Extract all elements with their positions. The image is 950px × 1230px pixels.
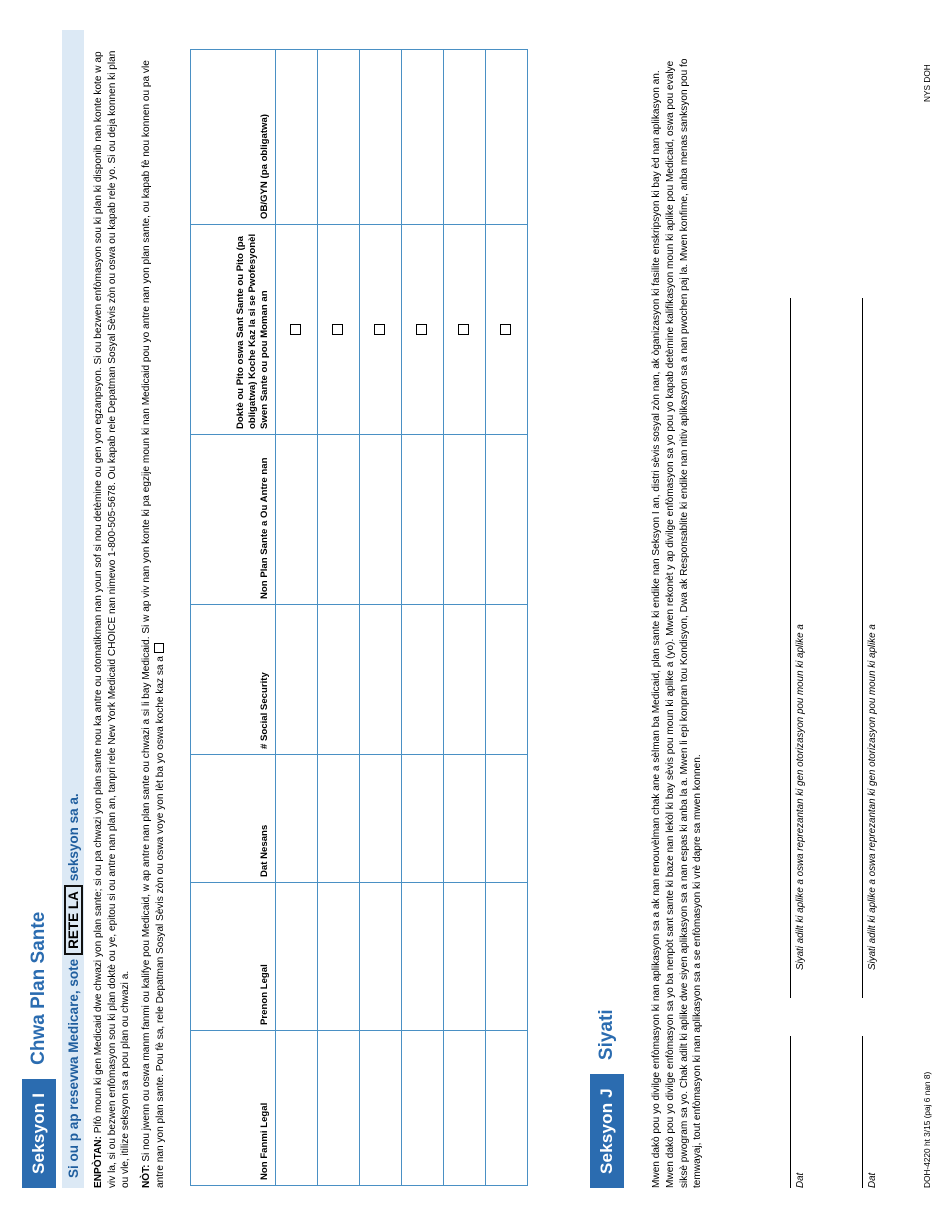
signature-caption-2: Siyati adilt ki aplike a oswa reprezantan ki gen otorizasyon pou moun ki aplike a: [867, 624, 878, 970]
table-row[interactable]: [276, 50, 318, 1186]
cell-health-plan-name[interactable]: [360, 435, 402, 605]
date-line-1[interactable]: [790, 1036, 791, 1188]
col-last-name: Non Fanmi Legal: [191, 1031, 276, 1186]
current-provider-checkbox[interactable]: [500, 324, 511, 335]
cell-obgyn[interactable]: [360, 50, 402, 225]
current-provider-checkbox[interactable]: [290, 324, 301, 335]
cell-health-plan-name[interactable]: [276, 435, 318, 605]
form-code: DOH-4220 ht 3/15 (paj 6 nan 8): [922, 1071, 932, 1188]
cell-preferred-doctor[interactable]: [360, 225, 402, 435]
section-j-paragraph: Mwen dakò pou yo divilge enfòmasyon ki nan aplikasyon sa a ak nan renouvèlman chak ane a sèlman ba Medicaid, plan sante ki endike nan Seksyon I an, distri sèvis sosyal zòn nan, ak òganizasyon ki fasilite enskripsyon ki bay èd nan aplikasyon an. Mwen dakò pou yo divilge enfòmasyon sa yo ba nenpòt sant sante ki baze nan lekòl ki bay sèvis pou moun ki aplike a (yo). Mwen rekonèt y ap divilge enfòmasyon sa yo pou yo kapab detèmine kalifikasyon moun ki aplike pou Medicaid, oswa pou evalye siksè pwogram sa yo. Chak adilt ki aplike dwe siyen aplikasyon sa a nan espas ki anba la a. Mwen li epi konpran tou Kondisyon, Dwa ak Responsablite ki endike nan nitiv aplikasyon sa a nan pwochen paj la. Mwen konfime, anba menas sanksyon pou fo temwayaj, tout enfòmasyon ki nan aplikasyon sa a se enfòmasyon ki vrè dapre sa mwen konnen.: [651, 58, 704, 1188]
cell-birth-date[interactable]: [402, 755, 444, 883]
section-i-paragraph-1-label: ENPÒTAN:: [93, 1136, 104, 1188]
section-i-subbar-suffix: seksyon sa a.: [65, 793, 81, 882]
section-i-number: Seksyon I: [22, 1079, 56, 1188]
cell-birth-date[interactable]: [486, 755, 528, 883]
table-row[interactable]: [402, 50, 444, 1186]
current-provider-checkbox[interactable]: [416, 324, 427, 335]
agency-name: NYS DOH: [922, 64, 932, 102]
section-i-subbar-prefix: Si ou p ap resevwa Medicare, sote: [65, 958, 81, 1178]
cell-first-name[interactable]: [402, 883, 444, 1031]
cell-social-security[interactable]: [318, 605, 360, 755]
current-provider-checkbox[interactable]: [458, 324, 469, 335]
cell-health-plan-name[interactable]: [318, 435, 360, 605]
cell-birth-date[interactable]: [360, 755, 402, 883]
signature-line-1[interactable]: [790, 298, 791, 998]
section-i-subbar-boxed: RETE LA: [64, 885, 83, 955]
cell-first-name[interactable]: [276, 883, 318, 1031]
section-j-title: Siyati: [590, 995, 624, 1074]
cell-preferred-doctor[interactable]: [318, 225, 360, 435]
section-j-number: Seksyon J: [590, 1074, 624, 1188]
table-header-row: [191, 50, 276, 1186]
cell-birth-date[interactable]: [276, 755, 318, 883]
cell-obgyn[interactable]: [318, 50, 360, 225]
cell-first-name[interactable]: [444, 883, 486, 1031]
cell-last-name[interactable]: [276, 1031, 318, 1186]
cell-health-plan-name[interactable]: [486, 435, 528, 605]
cell-birth-date[interactable]: [444, 755, 486, 883]
cell-last-name[interactable]: [360, 1031, 402, 1186]
col-social-security: # Social Security: [191, 605, 276, 755]
cell-social-security[interactable]: [360, 605, 402, 755]
cell-preferred-doctor[interactable]: [402, 225, 444, 435]
cell-preferred-doctor[interactable]: [444, 225, 486, 435]
current-provider-checkbox[interactable]: [332, 324, 343, 335]
cell-obgyn[interactable]: [402, 50, 444, 225]
date-label-1: Dat: [795, 1172, 806, 1188]
cell-social-security[interactable]: [444, 605, 486, 755]
health-plan-choice-table: [190, 49, 528, 1186]
section-i-subbar: [62, 30, 84, 1188]
col-health-plan-name: Non Plan Sante a Ou Antre nan: [191, 435, 276, 605]
section-j-header: [590, 995, 624, 1188]
table-row[interactable]: [486, 50, 528, 1186]
section-i-paragraph-2-text: Si nou jwenn ou oswa manm fanmi ou kalifye pou Medicaid, w ap antre nan plan sante ou chwazi a si li bay Medicaid. Si w ap viv nan yon konte ki pa egzije moun ki nan Medicaid pou yo antre nan yon plan sante, ou kapab fè nou konnen ou pa vle antre nan yon plan sante. Pou fè sa, rele Depatman Sosyal Sèvis zòn ou oswa voye yon lèt ba yo oswa koche kaz sa a: [141, 60, 166, 1188]
cell-health-plan-name[interactable]: [444, 435, 486, 605]
section-i-paragraph-1-text: Pifò moun ki gen Medicaid dwe chwazi yon plan sante; si ou pa chwazi yon plan sante nou ka antre ou otomatikman nan youn sof si nou detèmine ou gen yon egzanpsyon. Si ou bezwen enfòmasyon sou ki plan ki disponib nan konte kote w ap viv la, si ou bezwen enfòmasyon sou ki plan doktè ou ye, epitou si ou antre nan plan an, tanpri rele New York Medicaid CHOICE nan nimewo 1-800-505-5678. Ou kapab rele Depatman Sosyal Sèvis zòn ou oswa ou kapab rele yo. Si ou deja konnen ki plan ou vle, itilize seksyon sa a pou plan ou chwazi a.: [93, 50, 132, 1188]
cell-last-name[interactable]: [318, 1031, 360, 1186]
no-health-plan-checkbox[interactable]: [154, 643, 164, 653]
cell-social-security[interactable]: [402, 605, 444, 755]
cell-last-name[interactable]: [402, 1031, 444, 1186]
cell-social-security[interactable]: [486, 605, 528, 755]
current-provider-checkbox[interactable]: [374, 324, 385, 335]
table-body: [276, 50, 528, 1186]
signature-caption-1: Siyati adilt ki aplike a oswa reprezantan ki gen otorizasyon pou moun ki aplike a: [795, 624, 806, 970]
cell-first-name[interactable]: [360, 883, 402, 1031]
date-line-2[interactable]: [862, 1036, 863, 1188]
cell-last-name[interactable]: [444, 1031, 486, 1186]
cell-obgyn[interactable]: [486, 50, 528, 225]
cell-last-name[interactable]: [486, 1031, 528, 1186]
cell-health-plan-name[interactable]: [402, 435, 444, 605]
section-i-paragraph-1: [92, 50, 133, 1188]
table-row[interactable]: [444, 50, 486, 1186]
cell-preferred-doctor[interactable]: [276, 225, 318, 435]
col-preferred-doctor: Doktè ou Pito oswa Sant Sante ou Pito (pa obligatwa) Koche Kaz la si se Pwofesyonèl Swen Sante ou pou Moman an: [191, 225, 276, 435]
cell-obgyn[interactable]: [276, 50, 318, 225]
col-birth-date: Dat Nesans: [191, 755, 276, 883]
cell-obgyn[interactable]: [444, 50, 486, 225]
table-row[interactable]: [360, 50, 402, 1186]
section-i-paragraph-2: [140, 50, 167, 1188]
signature-line-2[interactable]: [862, 298, 863, 998]
cell-preferred-doctor[interactable]: [486, 225, 528, 435]
section-i-title: Chwa Plan Sante: [22, 898, 56, 1079]
cell-social-security[interactable]: [276, 605, 318, 755]
col-first-name: Prenon Legal: [191, 883, 276, 1031]
table-row[interactable]: [318, 50, 360, 1186]
cell-first-name[interactable]: [486, 883, 528, 1031]
col-obgyn: OB/GYN (pa obligatwa): [191, 50, 276, 225]
section-i-header: [22, 898, 56, 1188]
cell-birth-date[interactable]: [318, 755, 360, 883]
cell-first-name[interactable]: [318, 883, 360, 1031]
section-i-paragraph-2-label: NÒT:: [141, 1164, 152, 1188]
date-label-2: Dat: [867, 1172, 878, 1188]
